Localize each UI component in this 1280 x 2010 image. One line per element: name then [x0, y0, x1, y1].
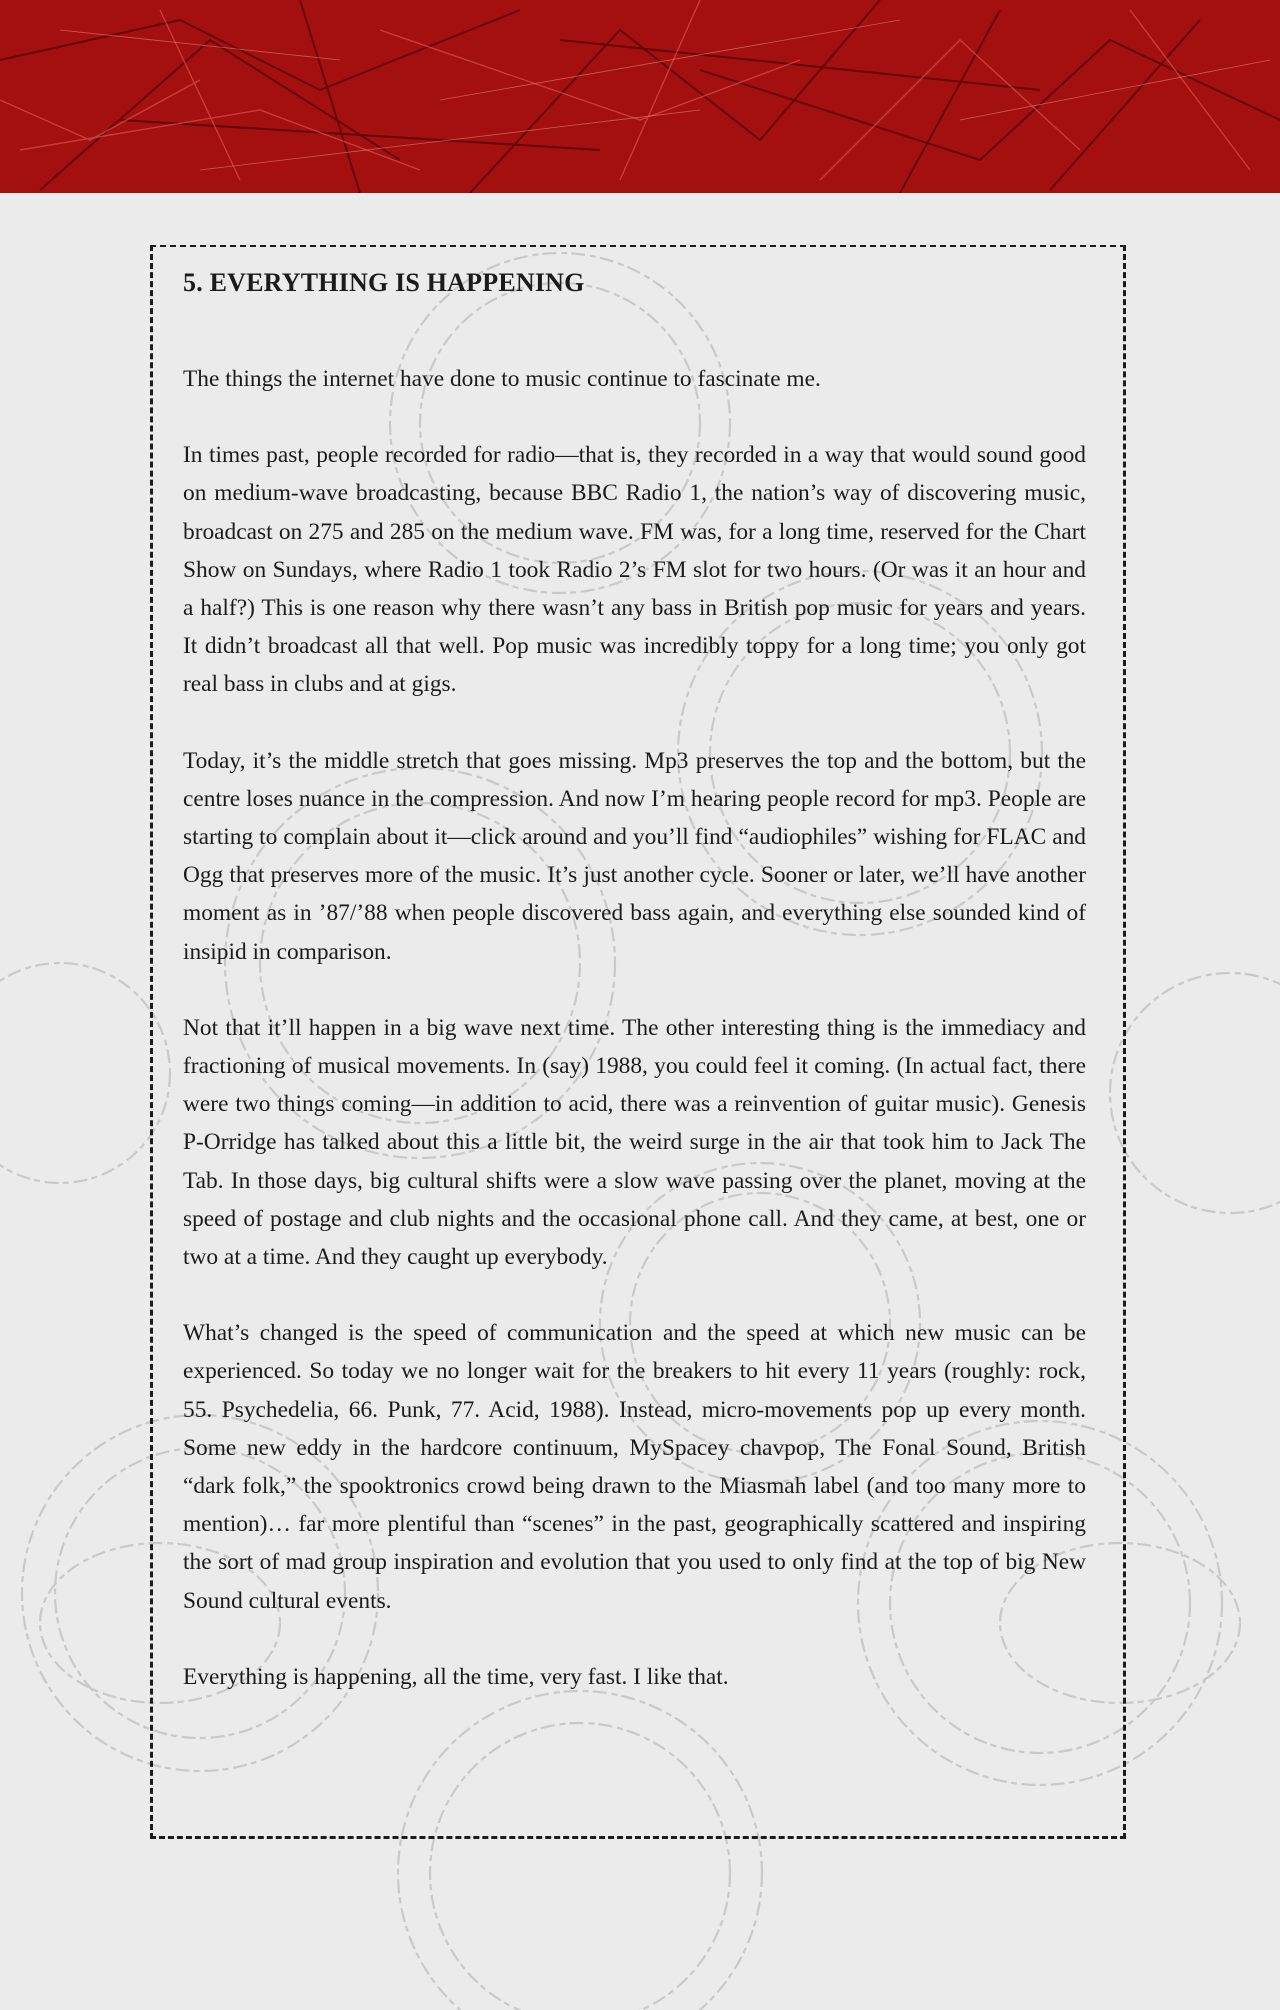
- article-paragraph: Everything is happening, all the time, very fast. I like that.: [183, 1663, 729, 1690]
- red-scratched-banner: [0, 0, 1280, 193]
- article-paragraph: In times past, people recorded for radio—that is, they recorded in a way that would sound good on medium-wave broadcasting, because BBC Radio 1, the nation’s way of discovering music, broadcast on 275 and 285 on the medium wave. FM was, for a long time, reserved for the Chart Show on Sundays, where Radio 1 took Radio 2’s FM slot for two hours. (Or was it an hour and a half?) This is one reason why there wasn’t any bass in British pop music for years and years. It didn’t broadcast all that well. Pop music was incredibly toppy for a long time; you only got real bass in clubs and at gigs.: [183, 442, 1086, 698]
- article: [183, 268, 1086, 1696]
- article-paragraph: Not that it’ll happen in a big wave next time. The other interesting thing is the immediacy and fractioning of musical movements. In (say) 1988, you could feel it coming. (In actual fact, there were two things coming—in addition to acid, there was a reinvention of guitar music). Genesis P-Orridge has talked about this a little bit, the weird surge in the air that took him to Jack The Tab. In those days, big cultural shifts were a slow wave passing over the planet, moving at the speed of postage and club nights and the occasional phone call. And they came, at best, one or two at a time. And they caught up everybody.: [183, 1014, 1086, 1271]
- article-heading: 5. EVERYTHING IS HAPPENING: [183, 268, 585, 297]
- article-paragraph: The things the internet have done to music continue to fascinate me.: [183, 366, 821, 392]
- scratch-texture: [0, 0, 1280, 193]
- article-paragraph: Today, it’s the middle stretch that goes missing. Mp3 preserves the top and the bottom, but the centre loses nuance in the compression. And now I’m hearing people record for mp3. People are starting to complain about it—click around and you’ll find “audiophiles” wishing for FLAC and Ogg that preserves more of the music. It’s just another cycle. Sooner or later, we’ll have another moment as in ’87/’88 when people discovered bass again, and everything else sounded kind of insipid in comparison.: [183, 747, 1086, 965]
- article-paragraph: What’s changed is the speed of communication and the speed at which new music can be experienced. So today we no longer wait for the breakers to hit every 11 years (roughly: rock, 55. Psychedelia, 66. Punk, 77. Acid, 1988). Instead, micro-movements pop up every month. Some new eddy in the hardcore continuum, MySpacey chavpop, The Fonal Sound, British “dark folk,” the spooktronics crowd being drawn to the Miasmah label (and too many more to mention)… far more plentiful than “scenes” in the past, geographically scattered and inspiring the sort of mad group inspiration and evolution that you used to only find at the top of big New Sound cultural events.: [183, 1320, 1086, 1614]
